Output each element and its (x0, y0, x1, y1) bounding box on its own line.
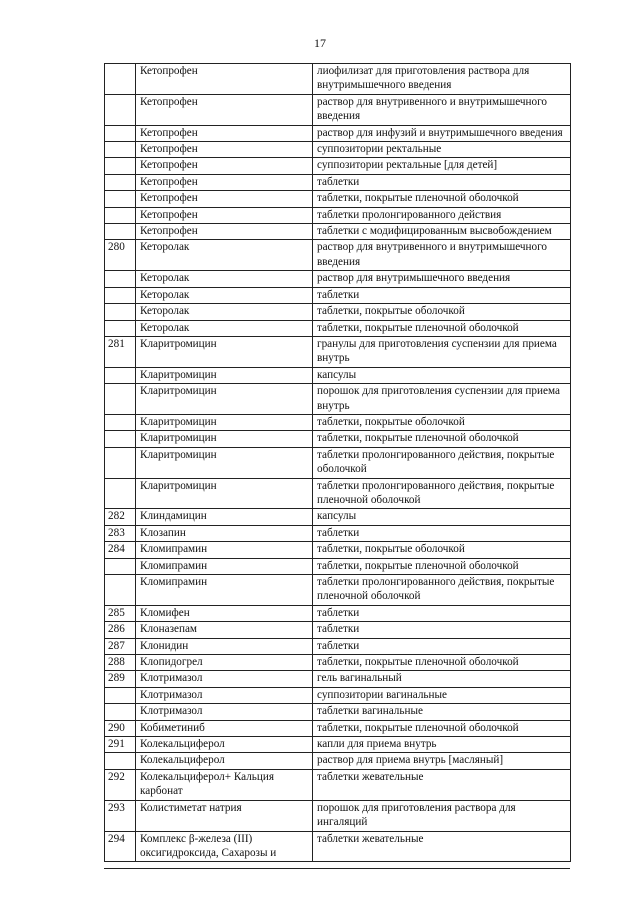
dosage-form: раствор для приема внутрь [масляный] (313, 753, 571, 769)
table-row (105, 575, 571, 606)
dosage-form: таблетки пролонгированного действия (313, 207, 571, 223)
drug-name: Колекальциферол (136, 753, 313, 769)
table-row (105, 224, 571, 240)
row-number (105, 367, 136, 383)
drug-name: Клотримазол (136, 687, 313, 703)
table-row (105, 367, 571, 383)
drug-name: Кларитромицин (136, 367, 313, 383)
drug-name: Кетопрофен (136, 191, 313, 207)
table-row (105, 509, 571, 525)
table-row (105, 94, 571, 125)
drug-name: Кларитромицин (136, 478, 313, 509)
drug-name: Кеторолак (136, 304, 313, 320)
row-number: 283 (105, 525, 136, 541)
table-row (105, 64, 571, 95)
dosage-form: лиофилизат для приготовления раствора для внутримышечного введения (313, 64, 571, 95)
drug-name: Клотримазол (136, 704, 313, 720)
row-number: 285 (105, 605, 136, 621)
row-number: 284 (105, 542, 136, 558)
row-number (105, 687, 136, 703)
table-row (105, 831, 571, 862)
drug-name: Кетопрофен (136, 224, 313, 240)
table-row (105, 207, 571, 223)
dosage-form: раствор для инфузий и внутримышечного введения (313, 125, 571, 141)
drug-name: Клотримазол (136, 671, 313, 687)
table-row (105, 622, 571, 638)
table-row (105, 671, 571, 687)
row-number (105, 174, 136, 190)
table-row (105, 320, 571, 336)
dosage-form: таблетки вагинальные (313, 704, 571, 720)
drug-name: Кеторолак (136, 271, 313, 287)
drug-name: Клопидогрел (136, 655, 313, 671)
dosage-form: порошок для приготовления раствора для ингаляций (313, 800, 571, 831)
row-number (105, 478, 136, 509)
dosage-form: таблетки, покрытые пленочной оболочкой (313, 191, 571, 207)
drug-name: Кеторолак (136, 287, 313, 303)
table-row (105, 336, 571, 367)
dosage-form: гранулы для приготовления суспензии для приема внутрь (313, 336, 571, 367)
table-body (105, 64, 571, 862)
drug-table (104, 63, 571, 862)
drug-name: Клонидин (136, 638, 313, 654)
dosage-form: таблетки пролонгированного действия, покрытые оболочкой (313, 447, 571, 478)
row-number: 282 (105, 509, 136, 525)
table-row (105, 478, 571, 509)
dosage-form: таблетки пролонгированного действия, покрытые пленочной оболочкой (313, 478, 571, 509)
table-row (105, 558, 571, 574)
row-number: 280 (105, 240, 136, 271)
dosage-form: таблетки, покрытые пленочной оболочкой (313, 320, 571, 336)
table-row (105, 605, 571, 621)
drug-name: Кларитромицин (136, 336, 313, 367)
row-number (105, 207, 136, 223)
table-row (105, 304, 571, 320)
table-row (105, 125, 571, 141)
dosage-form: таблетки (313, 525, 571, 541)
table-row (105, 655, 571, 671)
table-row (105, 384, 571, 415)
drug-name: Кетопрофен (136, 174, 313, 190)
table-row (105, 414, 571, 430)
drug-name: Колистиметат натрия (136, 800, 313, 831)
dosage-form: таблетки пролонгированного действия, покрытые пленочной оболочкой (313, 575, 571, 606)
row-number (105, 431, 136, 447)
dosage-form: таблетки, покрытые пленочной оболочкой (313, 558, 571, 574)
row-number (105, 94, 136, 125)
row-number (105, 704, 136, 720)
row-number (105, 125, 136, 141)
row-number (105, 142, 136, 158)
row-number (105, 191, 136, 207)
drug-name: Колекальциферол (136, 737, 313, 753)
row-number: 290 (105, 720, 136, 736)
row-number: 286 (105, 622, 136, 638)
row-number: 292 (105, 769, 136, 800)
dosage-form: таблетки, покрытые пленочной оболочкой (313, 655, 571, 671)
table-row (105, 431, 571, 447)
drug-name: Кетопрофен (136, 158, 313, 174)
drug-name: Кломифен (136, 605, 313, 621)
row-number (105, 558, 136, 574)
dosage-form: суппозитории ректальные (313, 142, 571, 158)
dosage-form: гель вагинальный (313, 671, 571, 687)
dosage-form: капсулы (313, 367, 571, 383)
dosage-form: таблетки, покрытые оболочкой (313, 542, 571, 558)
dosage-form: таблетки, покрытые пленочной оболочкой (313, 431, 571, 447)
table-row (105, 638, 571, 654)
table-row (105, 753, 571, 769)
drug-name: Кломипрамин (136, 575, 313, 606)
table-row (105, 287, 571, 303)
dosage-form: раствор для внутримышечного введения (313, 271, 571, 287)
row-number (105, 575, 136, 606)
drug-name: Кларитромицин (136, 431, 313, 447)
dosage-form: раствор для внутривенного и внутримышечного введения (313, 94, 571, 125)
table-row (105, 525, 571, 541)
table-row (105, 447, 571, 478)
drug-name: Клозапин (136, 525, 313, 541)
row-number (105, 753, 136, 769)
dosage-form: таблетки (313, 287, 571, 303)
dosage-form: таблетки (313, 174, 571, 190)
dosage-form: таблетки, покрытые оболочкой (313, 414, 571, 430)
table-row (105, 271, 571, 287)
row-number (105, 271, 136, 287)
dosage-form: таблетки, покрытые пленочной оболочкой (313, 720, 571, 736)
drug-name: Клиндамицин (136, 509, 313, 525)
dosage-form: капсулы (313, 509, 571, 525)
dosage-form: таблетки с модифицированным высвобождением (313, 224, 571, 240)
row-number (105, 384, 136, 415)
bottom-rule (104, 868, 570, 869)
drug-name: Комплекс β-железа (III) оксигидроксида, Сахарозы и (136, 831, 313, 862)
row-number: 291 (105, 737, 136, 753)
drug-name: Кетопрофен (136, 142, 313, 158)
table-row (105, 158, 571, 174)
dosage-form: раствор для внутривенного и внутримышечного введения (313, 240, 571, 271)
drug-name: Кетопрофен (136, 64, 313, 95)
drug-name: Кларитромицин (136, 414, 313, 430)
row-number (105, 287, 136, 303)
row-number (105, 224, 136, 240)
table-row (105, 191, 571, 207)
table-row (105, 542, 571, 558)
row-number (105, 158, 136, 174)
table-row (105, 800, 571, 831)
drug-name: Кетопрофен (136, 207, 313, 223)
dosage-form: порошок для приготовления суспензии для приема внутрь (313, 384, 571, 415)
dosage-form: капли для приема внутрь (313, 737, 571, 753)
drug-name: Клоназепам (136, 622, 313, 638)
drug-name: Кетопрофен (136, 125, 313, 141)
row-number (105, 304, 136, 320)
table-row (105, 720, 571, 736)
row-number: 287 (105, 638, 136, 654)
table-row (105, 687, 571, 703)
row-number: 288 (105, 655, 136, 671)
row-number (105, 447, 136, 478)
table-row (105, 240, 571, 271)
dosage-form: таблетки (313, 638, 571, 654)
drug-name: Кларитромицин (136, 384, 313, 415)
dosage-form: таблетки (313, 605, 571, 621)
drug-name: Кломипрамин (136, 558, 313, 574)
row-number (105, 320, 136, 336)
row-number: 281 (105, 336, 136, 367)
drug-name: Колекальциферол+ Кальция карбонат (136, 769, 313, 800)
table-row (105, 142, 571, 158)
drug-name: Кларитромицин (136, 447, 313, 478)
page-number: 17 (314, 36, 326, 50)
dosage-form: таблетки (313, 622, 571, 638)
row-number: 294 (105, 831, 136, 862)
table-row (105, 737, 571, 753)
table-row (105, 769, 571, 800)
dosage-form: таблетки, покрытые оболочкой (313, 304, 571, 320)
row-number: 289 (105, 671, 136, 687)
drug-name: Кетопрофен (136, 94, 313, 125)
dosage-form: таблетки жевательные (313, 769, 571, 800)
table-row (105, 704, 571, 720)
drug-name: Кобиметиниб (136, 720, 313, 736)
drug-name: Кеторолак (136, 240, 313, 271)
dosage-form: суппозитории вагинальные (313, 687, 571, 703)
drug-name: Кломипрамин (136, 542, 313, 558)
drug-name: Кеторолак (136, 320, 313, 336)
row-number (105, 414, 136, 430)
row-number: 293 (105, 800, 136, 831)
row-number (105, 64, 136, 95)
dosage-form: суппозитории ректальные [для детей] (313, 158, 571, 174)
dosage-form: таблетки жевательные (313, 831, 571, 862)
table-row (105, 174, 571, 190)
